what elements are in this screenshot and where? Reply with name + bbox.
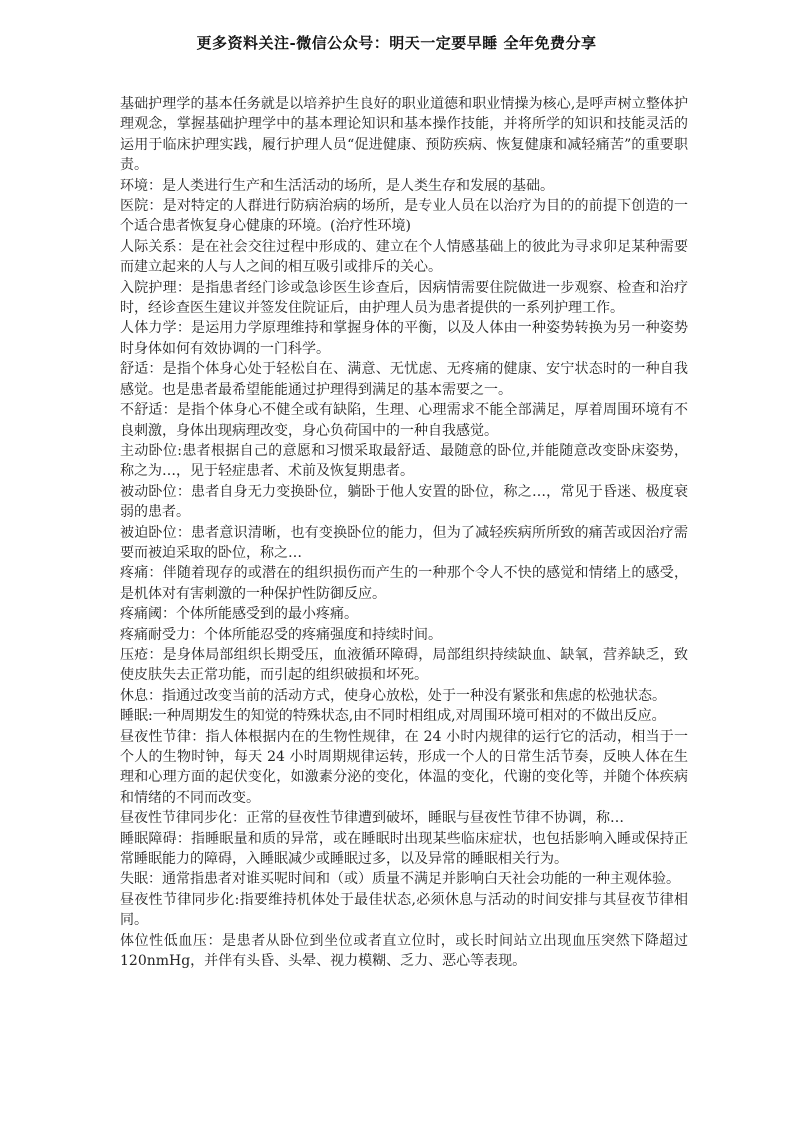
definition-environment: 环境：是人类进行生产和生活活动的场所，是人类生存和发展的基础。 — [120, 177, 554, 194]
definition-passive-position: 被动卧位：患者自身无力变换卧位，躺卧于他人安置的卧位，称之…，常见于昏迷、极度衰弱的患者。 — [120, 483, 688, 521]
definition-pain-threshold: 疼痛阈：个体所能感受到的最小疼痛。 — [120, 606, 358, 623]
definition-comfort: 舒适：是指个体身心处于轻松自在、满意、无忧虑、无疼痛的健康、安宁状态时的一种自我感觉。也是患者最希望能能通过护理得到满足的基本需要之一。 — [120, 361, 688, 398]
document-body — [120, 94, 688, 971]
definition-circadian-rhythm: 昼夜性节律：指人体根据内在的生物性规律，在 24 小时内规律的运行它的活动，相当于一个人的生物时钟，每天 24 小时周期规律运转，形成一个人的日常生活节奏，反映人体在生理和心理方面的起伏变化，如激素分泌的变化，体温的变化，代谢的变化等，并随个体疾病和情绪的不同而改变。 — [120, 728, 688, 806]
definition-rest: 休息：指通过改变当前的活动方式，使身心放松，处于一种没有紧张和焦虑的松弛状态。 — [120, 687, 666, 704]
definition-orthostatic-hypotension: 体位性低血压：是患者从卧位到坐位或者直立位时，或长时间站立出现血压突然下降超过120nmHg，并伴有头昏、头晕、视力模糊、乏力、恶心等表现。 — [120, 932, 688, 970]
definition-rhythm-sync: 昼夜性节律同步化:指要维持机体处于最佳状态,必须休息与活动的时间安排与其昼夜节律相同。 — [120, 891, 688, 929]
definition-interpersonal: 人际关系：是在社会交往过程中形成的、建立在个人情感基础上的彼此为寻求卯足某种需要而建立起来的人与人之间的相互吸引或排斥的关心。 — [120, 238, 688, 276]
definition-rhythm-desync: 昼夜性节律同步化：正常的昼夜性节律遭到破坏，睡眠与昼夜性节律不协调，称… — [120, 810, 624, 827]
definition-admission-care: 入院护理：是指患者经门诊或急诊医生诊查后，因病情需要住院做进一步观察、检查和治疗时，经诊查医生建议并签发住院证后，由护理人员为患者提供的一系列护理工作。 — [120, 279, 688, 317]
definition-pain-tolerance: 疼痛耐受力：个体所能忍受的疼痛强度和持续时间。 — [120, 626, 442, 643]
definition-forced-position: 被迫卧位：患者意识清晰，也有变换卧位的能力，但为了减轻疾病所所致的痛苦或因治疗需要而被迫采取的卧位，称之… — [120, 524, 688, 561]
definition-insomnia: 失眠：通常指患者对谁买呢时间和（或）质量不满足并影响白天社会功能的一种主观体验。 — [120, 871, 680, 888]
definition-active-position: 主动卧位:患者根据自己的意愿和习惯采取最舒适、最随意的卧位,并能随意改变卧床姿势，称之为…，见于轻症患者、术前及恢复期患者。 — [120, 442, 688, 480]
page-header: 更多资料关注-微信公众号：明天一定要早睡 全年免费分享 — [196, 34, 597, 52]
paragraph-intro: 基础护理学的基本任务就是以培养护生良好的职业道德和职业情操为核心,是呼声树立整体护理观念，掌握基础护理学中的基本理论知识和基本操作技能，并将所学的知识和技能灵活的运用于临床护理实践，履行护理人员“促进健康、预防疾病、恢复健康和减轻痛苦”的重要职责。 — [120, 96, 688, 174]
definition-body-mechanics: 人体力学：是运用力学原理维持和掌握身体的平衡，以及人体由一种姿势转换为另一种姿势时身体如何有效协调的一门科学。 — [120, 320, 688, 357]
definition-sleep: 睡眠:一种周期发生的知觉的特殊状态,由不同时相组成,对周围环境可相对的不做出反应。 — [120, 708, 666, 725]
definition-pain: 疼痛：伴随着现存的或潜在的组织损伤而产生的一种那个令人不快的感觉和情绪上的感受，是机体对有害刺激的一种保护性防御反应。 — [120, 565, 688, 602]
definition-discomfort: 不舒适：是指个体身心不健全或有缺陷，生理、心理需求不能全部满足，厚着周围环境有不良刺激，身体出现病理改变，身心负荷国中的一种自我感觉。 — [120, 402, 688, 439]
definition-sleep-disorder: 睡眠障碍：指睡眠量和质的异常，或在睡眠时出现某些临床症状，也包括影响入睡或保持正常睡眠能力的障碍，入睡眠减少或睡眠过多，以及异常的睡眠相关行为。 — [120, 830, 688, 868]
definition-hospital: 医院：是对特定的人群进行防病治病的场所，是专业人员在以治疗为目的的前提下创造的一个适合患者恢复身心健康的环境。(治疗性环境) — [120, 198, 688, 235]
definition-pressure-sore: 压疮：是身体局部组织长期受压，血液循环障碍，局部组织持续缺血、缺氧，营养缺乏，致使皮肤失去正常功能，而引起的组织破损和坏死。 — [120, 646, 688, 684]
